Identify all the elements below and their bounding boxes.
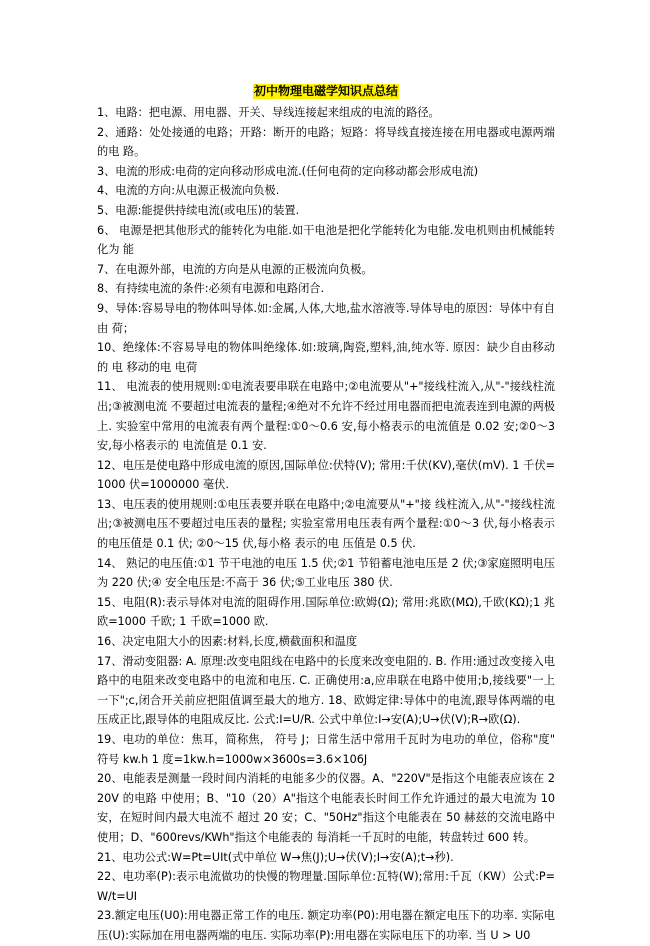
paragraph: 4、电流的方向:从电源正极流向负极. (97, 184, 280, 198)
title-row (97, 80, 555, 99)
paragraph: 9、导体:容易导电的物体叫导体.如:金属,人体,大地,盐水溶液等.导体导电的原因：导体中有自由 荷； (97, 301, 555, 335)
document-title: 初中物理电磁学知识点总结 (253, 84, 398, 98)
paragraph: 20、电能表是测量一段时间内消耗的电能多少的仪器。A、"220V"是指这个电能表应该在 220V 的电路 中使用；B、"10（20）A"指这个电能表长时间工作允许通过的最大电流为 10 安，在短时间内最大电流不 超过 20 安；C、"50Hz"指这个电能表在 50 赫兹的交流电路中使用；D、"600revs/KWh"指这个电能表的 每消耗一千瓦时的电能，转盘转过 600 转。 (97, 772, 555, 844)
paragraph: 5、电源:能提供持续电流(或电压)的装置. (97, 203, 300, 217)
paragraph: 19、电功的单位：焦耳，简称焦， 符号 J；日常生活中常用千瓦时为电功的单位，俗称"度" 符号 kw.h 1 度=1kw.h=1000w×3600s=3.6×106J (97, 733, 555, 766)
paragraph: 13、电压表的使用规则:①电压表要并联在电路中;②电流要从"+"接 线柱流入,从"-"接线柱流出;③被测电压不要超过电压表的量程; 实验室常用电压表有两个量程:①0～3 伏,每小格表示的电压值是 0.1 伏; ②0～15 伏,每小格 表示的电 压值是 0.5 伏. (97, 497, 555, 551)
paragraph: 10、绝缘体:不容易导电的物体叫绝缘体.如:玻璃,陶瓷,塑料,油,纯水等. 原因：缺少自由移动的 电 移动的电 电荷 (97, 341, 555, 374)
paragraph: 15、电阻(R):表示导体对电流的阻碍作用.国际单位:欧姆(Ω); 常用:兆欧(MΩ),千欧(KΩ);1 兆欧=1000 千欧; 1 千欧=1000 欧. (97, 595, 555, 629)
paragraph: 1、电路：把电源、用电器、开关、导线连接起来组成的电流的路径。 (97, 106, 440, 119)
paragraph: 2、通路：处处接通的电路；开路：断开的电路；短路：将导线直接连接在用电器或电源两端的电 路。 (97, 125, 555, 159)
paragraph: 22、电功率(P):表示电流做功的快慢的物理量.国际单位:瓦特(W);常用:千瓦（KW）公式:P=W/t=UI (97, 870, 555, 903)
paragraph: 11、 电流表的使用规则:①电流表要串联在电路中;②电流要从"+"接线柱流入,从"-"接线柱流出;③被测电流 不要超过电流表的量程;④绝对不允许不经过用电器而把电流表连到电源的两极上. 实验室中常用的电流表有两个量程:①0～0.6 安,每小格表示的电流值是 0.02 安;②0～3 安,每小格表示的 电流值是 0.1 安. (97, 380, 555, 453)
paragraph: 7、在电源外部，电流的方向是从电源的正极流向负极。 (97, 262, 373, 276)
paragraph: 14、 熟记的电压值:①1 节干电池的电压 1.5 伏;②1 节铅蓄电池电压是 2 伏;③家庭照明电压为 220 伏;④ 安全电压是:不高于 36 伏;⑤工业电压 380 伏. (97, 556, 555, 590)
paragraph: 3、电流的形成:电荷的定向移动形成电流.(任何电荷的定向移动都会形成电流) (97, 164, 479, 178)
paragraph: 8、有持续电流的条件:必须有电源和电路闭合. (97, 282, 325, 296)
document-page (97, 80, 555, 946)
paragraph: 12、电压是使电路中形成电流的原因,国际单位:伏特(V); 常用:千伏(KV),毫伏(mV). 1 千伏=1000 伏=1000000 毫伏. (97, 458, 555, 492)
paragraph: 16、决定电阻大小的因素:材料,长度,横截面积和温度 (97, 635, 358, 649)
paragraph: 6、 电源是把其他形式的能转化为电能.如干电池是把化学能转化为电能.发电机则由机械能转化为 能 (97, 223, 555, 257)
paragraph: 23.额定电压(U0):用电器正常工作的电压. 额定功率(P0):用电器在额定电压下的功率. 实际电压(U):实际加在用电器两端的电压. 实际功率(P):用电器在实际电压下的功率. 当 U > U0 (97, 909, 555, 942)
paragraph: 17、滑动变阻器: A. 原理:改变电阻线在电路中的长度来改变电阻的. B. 作用:通过改变接入电路中的电阻来改变电路中的电流和电压. C. 正确使用:a,应串联在电路中使用;b,接线要"一上一下";c,闭合开关前应把阻值调至最大的地方. 18、欧姆定律:导体中的电流,跟导体两端的电压成正比,跟导体的电阻成反比. 公式:I=U/R. 公式中单位:I→安(A);U→伏(V);R→欧(Ω). (97, 654, 555, 727)
paragraph: 21、电功公式:W=Pt=UIt(式中单位 W→焦(J);U→伏(V);I→安(A);t→秒). (97, 850, 454, 864)
